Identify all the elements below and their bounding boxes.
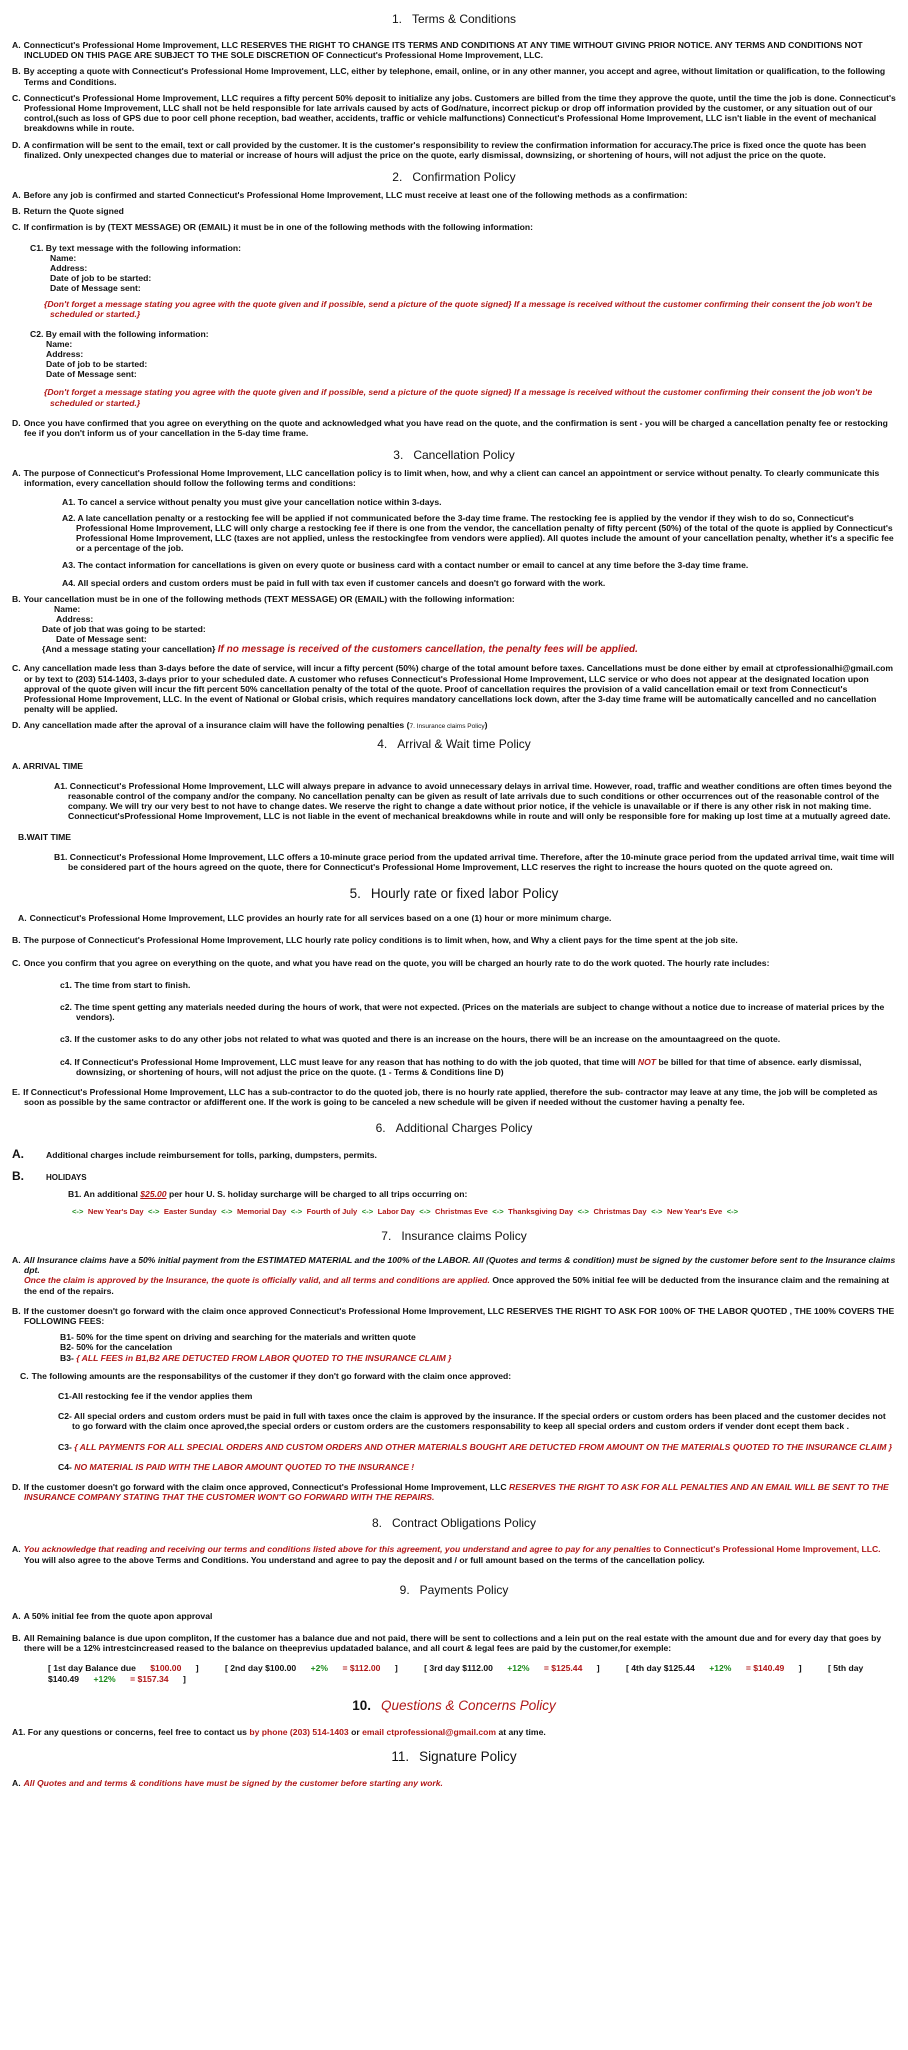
s7-c3: C3- { ALL PAYMENTS FOR ALL SPECIAL ORDERS AND CUSTOM ORDERS AND OTHER MATERIALS BOUGHT ARE DETUCTED FROM AMOUNT ON THE MATERIALS QUOTED TO THE INSURANCE CLAIM }: [58, 1441, 893, 1452]
s1-b: B. By accepting a quote with Connecticut's Professional Home Improvement, LLC, either by telephone, email, online, or in any other manner, you accept and agree, without limitation or qualification, to the following Terms and Conditions.: [12, 66, 886, 87]
holiday-easter-sunday: Easter Sunday: [163, 1206, 217, 1216]
field-date-job: Date of job to be started:: [46, 359, 148, 370]
s7-c1: C1-All restocking fee if the vendor applies them: [58, 1391, 253, 1402]
section-6-heading: 6. Additional Charges Policy: [375, 1121, 533, 1136]
holiday-christmas-day: Christmas Day: [593, 1206, 647, 1216]
holiday-new-years-day: New Year's Day: [87, 1206, 144, 1216]
s7-a: A. All Insurance claims have a 50% initial payment from the ESTIMATED MATERIAL and the 100% of the LABOR. All (Quotes and terms & condition) must be signed by the customer before sent to the Insurance claims dpt. Once the claim is approved by the Insurance, the quote is officially valid, and all terms and conditions are applied. Once approved the 50% initial fee will be deducted from the insurance claim and the remaining at the end of the repairs.: [12, 1254, 896, 1296]
pay-day-3: [ 3rd day $112.00 +12% = $125.44 ]: [424, 1663, 600, 1674]
s3-a3: A3. The contact information for cancellations is given on every quote or business card with a contact number or email to cancel at any time before the 3-day time frame.: [62, 559, 749, 570]
holiday-christmas-eve: Christmas Eve: [435, 1206, 488, 1216]
s7-b-items: [60, 1332, 896, 1363]
section-10-heading: 10. Questions & Concerns Policy: [352, 1697, 556, 1713]
s1-d: D. A confirmation will be sent to the email, text or call provided by the customer. It is the customer's responsibility to review the confirmation information for accuracy.The price is fixed once the quote has been finalized. Only unexpected changes due to material or increase of hours will adjust the price on the quote, early dismissal, downsizing, or shortening of hours, will not adjust the price on the quote.: [12, 139, 867, 160]
s2-c2: C2. By email with the following information:: [30, 329, 209, 340]
s9-b: B. All Remaining balance is due upon compliton, If the customer has a balance due and not paid, there will be sent to collections and a lein put on the real estate with the amount due and for every day that goes by there will be a 12% intrestcincreased reased to the balance on theeprevius updataded balance, and all court & legal fees are paid by the customer,for exemple:: [12, 1633, 882, 1654]
field-date-message: Date of Message sent:: [50, 282, 141, 293]
s3-b-last: {And a message stating your cancellation} If no message is received of the customers cancellation, the penalty fees will be applied.: [42, 644, 638, 656]
section-2-heading: 2. Confirmation Policy: [392, 170, 516, 185]
s7-d: D. If the customer doesn't go forward with the claim once approved, Connecticut's Professional Home Improvement, LLC RESERVES THE RIGHT TO ASK FOR ALL PENALTIES AND AN EMAIL WILL BE SENT TO THE INSURANCE COMPANY STATING THAT THE CUSTOMER WON'T GO FORWARD WITH THE REPAIRS.: [12, 1482, 889, 1503]
field-name: Name:: [46, 339, 73, 350]
s5-c1: c1. The time from start to finish.: [60, 979, 191, 990]
section-5-heading: 5. Hourly rate or fixed labor Policy: [349, 886, 559, 902]
field-name: Name:: [50, 252, 77, 263]
s6-b1: B1. An additional $25.00 per hour U. S. holiday surcharge will be charged to all trips occurring on:: [68, 1188, 468, 1199]
s3-b-fields: [42, 604, 896, 655]
s4-a1: A1. Connecticut's Professional Home Improvement, LLC will always prepare in advance to avoid unnecessary delays in arrival time. However, road, traffic and weather conditions are often times beyond the reasonable control of the company and/or the company. No cancellation penalty can be given as result of late arrivals due to such conditions or other occurrences out of the reasonable control of the company. We will try our very best to not have to change dates. We reserve the right to change a date without prior notice, if the vehicle is unavailable or if there is any other risk in not making time. Connecticut'sProfessional Home Improvement, LLC is not liable in the event of mechanical breakdowns while in route and will only be responsible fore for making up lost time at a mutually agreed date.: [54, 780, 892, 822]
s7-b1: B1- 50% for the time spent on driving and searching for the materials and written quote: [60, 1332, 416, 1343]
field-date-message: Date of Message sent:: [46, 369, 137, 380]
s3-a1: A1. To cancel a service without penalty you must give your cancellation notice within 3-days.: [62, 496, 442, 507]
s4-b1: B1. Connecticut's Professional Home Improvement, LLC offers a 10-minute grace period from the updated arrival time. Therefore, after the 10-minute grace period from the updated arrival time, wait time will be considered part of the hours agreed on the quote, there for Connecticut's Professional Home Improvement, LLC reserves the right to increase the hours quoted on the quote agreed on.: [54, 851, 895, 872]
s2-c1-note: {Don't forget a message stating you agree with the quote given and if possible, send a picture of the quote signed} If a message is received without the customer confirming their consent the job won't be scheduled or started.}: [44, 298, 873, 320]
s3-a2: A2. A late cancellation penalty or a restocking fee will be applied if not communicated before the 3-day time frame. The restocking fee is applied by the vendor if they wish to do so, Connecticut's Professional Home Improvement, LLC will only charge a restocking fee if there is one from the vendor, the cancellation penalty of fifty percent (50%) of the total of the quote is applied by Connecticut's Professional Home Improvement, LLC (taxes are not applied, unless the restockingfee from vendors were applied). All quotes include the amount of your cancellation penalty, whether it's a specific fee or a percentage of the job.: [62, 512, 894, 554]
field-date-job: Date of job that was going to be started:: [42, 624, 206, 635]
s2-c1: C1. By text message with the following information:: [30, 242, 242, 253]
section-9-heading: 9. Payments Policy: [399, 1582, 509, 1597]
terms-document: [0, 12, 908, 2050]
section-8-heading: 8. Contract Obligations Policy: [371, 1516, 537, 1531]
holiday-fourth-of-july: Fourth of July: [306, 1206, 358, 1216]
s5-c2: c2. The time spent getting any materials needed during the hours of work, that were not expected. (Prices on the materials are subject to change without a notice due to increase of material prices by the vendors).: [60, 1001, 885, 1023]
field-date-message: Date of Message sent:: [56, 634, 147, 645]
s8-a: A. You acknowledge that reading and receiving our terms and conditions listed above for this agreement, you understand and agree to pay for any penalties to Connecticut's Professional Home Improvement, LLC. You will also agree to the above Terms and Conditions. You understand and agree to pay the deposit and / or full amount based on the terms of the cancellation policy.: [12, 1544, 881, 1565]
s6-b: B. HOLIDAYS: [12, 1168, 87, 1183]
s5-c4: c4. If Connecticut's Professional Home Improvement, LLC must leave for any reason that has nothing to do with the job quoted, that time will NOT be billed for that time of absence. early dismissal, downsizing, or shortening of hours, will not adjust the price on the quote. (1 - Terms & Conditions line D): [60, 1056, 862, 1077]
s6-a: A. Additional charges include reimbursement for tolls, parking, dumpsters, permits.: [12, 1147, 377, 1162]
pay-day-1: [ 1st day Balance due $100.00 ]: [48, 1663, 199, 1674]
s7-c2: C2- All special orders and custom orders must be paid in full with taxes once the claim is approved by the insurance. If the special orders or custom orders has been placed and the customer decides not to go forward with the claim once aproved,the special orders or custom orders are the customers responsability to keep all special orders and custom orders if vender dont ecept them back .: [58, 1411, 886, 1432]
s3-a4: A4. All special orders and custom orders must be paid in full with tax even if customer cancels and doesn't go forward with the work.: [62, 577, 606, 588]
s3-b: B. Your cancellation must be in one of the following methods (TEXT MESSAGE) OR (EMAIL) with the following information:: [12, 594, 515, 605]
s7-b3: B3- { ALL FEES in B1,B2 ARE DETUCTED FROM LABOR QUOTED TO THE INSURANCE CLAIM }: [60, 1352, 452, 1363]
s3-c: C. Any cancellation made less than 3-days before the date of service, will incur a fifty percent (50%) charge of the total amount before taxes. Cancellations must be done either by email at ctprofessionalhi@gmail.com or by text to (203) 514-1403, 3-days prior to your scheduled date. A customer who refuses Connecticut's Professional Home Improvement, LLC service or who does not appear at the designated location upon approval of the quote given will incur the fift percent 50% cancellation penalty of the total of the quote. Proof of cancellation requires the provision of a valid cancellation email or text from Connecticut's Professional Home Improvement, LLC. In the event of National or Global crisis, which requires mandatory cancellations lock down, after the 3-day time frame will be automatically cancelled and no cancellation penalty will be applied.: [12, 663, 894, 715]
field-address: Address:: [56, 614, 94, 625]
field-date-job: Date of job to be started:: [50, 272, 152, 283]
section-3-heading: 3. Cancellation Policy: [393, 448, 515, 463]
s7-c4: C4- NO MATERIAL IS PAID WITH THE LABOR AMOUNT QUOTED TO THE INSURANCE !: [58, 1461, 415, 1472]
s4-a: A. ARRIVAL TIME: [12, 760, 83, 771]
holiday-thanksgiving-day: Thanksgiving Day: [508, 1206, 574, 1216]
holiday-new-years-eve: New Year's Eve: [666, 1206, 723, 1216]
s5-b: B. The purpose of Connecticut's Professional Home Improvement, LLC hourly rate policy conditions is to limit when, how, and Why a client pays for the time spent at the job site.: [12, 935, 738, 946]
s1-a: A. Connecticut's Professional Home Improvement, LLC RESERVES THE RIGHT TO CHANGE ITS TERMS AND CONDITIONS AT ANY TIME WITHOUT GIVING PRIOR NOTICE. ANY TERMS AND CONDITIONS NOT INCLUDED ON THIS PAGE ARE SUBJECT TO THE SOLE DISCRETION OF Connecticut's Professional Home Improvement, LLC.: [12, 40, 863, 61]
holiday-memorial-day: Memorial Day: [236, 1206, 287, 1216]
s7-b2: B2- 50% for the cancelation: [60, 1342, 173, 1353]
s5-c3: c3. If the customer asks to do any other jobs not related to what was quoted and there is an increase on the hours, there will be an increase on the amountaagreed on the quote.: [60, 1034, 781, 1045]
s7-c: C. The following amounts are the responsabilitys of the customer if they don't go forward with the claim once approved:: [20, 1370, 512, 1381]
s3-d: D. Any cancellation made after the aproval of a insurance claim will have the following penalties (7. Insurance claims Policy): [12, 720, 488, 731]
s2-a: A. Before any job is confirmed and started Connecticut's Professional Home Improvement, LLC must receive at least one of the following methods as a confirmation:: [12, 190, 688, 201]
field-address: Address:: [46, 349, 84, 360]
s2-c2-fields: [46, 339, 896, 379]
s2-c2-note: {Don't forget a message stating you agree with the quote given and if possible, send a picture of the quote signed} If a message is received without the customer confirming their consent the job won't be scheduled or started.}: [44, 387, 873, 408]
s5-c: C. Once you confirm that you agree on everything on the quote, and what you have read on the quote, you will be charged an hourly rate to do the work quoted. The hourly rate includes:: [12, 957, 770, 968]
s10-a1: A1. For any questions or concerns, feel free to contact us by phone (203) 514-1403 or email ctprofessional@gmail.com at any time.: [12, 1726, 546, 1737]
s2-b: B. Return the Quote signed: [12, 206, 124, 217]
s11-a: A. All Quotes and and terms & conditions have must be signed by the customer before starting any work.: [12, 1778, 443, 1789]
holiday-labor-day: Labor Day: [377, 1206, 415, 1216]
s7-b: B. If the customer doesn't go forward with the claim once approved Connecticut's Professional Home Improvement, LLC RESERVES THE RIGHT TO ASK FOR 100% OF THE LABOR QUOTED , THE 100% COVERS THE FOLLOWING FEES:: [12, 1305, 895, 1326]
pay-day-4: [ 4th day $125.44 +12% = $140.49 ]: [626, 1663, 802, 1674]
s2-d: D. Once you have confirmed that you agree on everything on the quote and acknowledged what you have read on the quote, and the confirmation is sent - you will be charged a cancellation penalty fee or restocking fee if you don't inform us of your cancellation in the 5-day time frame.: [12, 417, 888, 439]
pay-day-2: [ 2nd day $100.00 +2% = $112.00 ]: [225, 1663, 398, 1674]
s3-a: A. The purpose of Connecticut's Professional Home Improvement, LLC cancellation policy is to limit when, how, and why a client can cancel an appointment or service without penalty. To clearly communicate this information, every cancellation should follow the following terms and conditions:: [12, 468, 880, 489]
s2-c: C. If confirmation is by (TEXT MESSAGE) OR (EMAIL) it must be in one of the following methods with the following information:: [12, 222, 533, 233]
section-7-heading: 7. Insurance claims Policy: [381, 1228, 527, 1243]
field-name: Name:: [54, 604, 81, 615]
section-1-heading: 1. Terms & Conditions: [391, 12, 517, 26]
s9-payment-example: [48, 1663, 896, 1683]
section-11-heading: 11. Signature Policy: [391, 1749, 517, 1765]
s2-c1-fields: [50, 253, 896, 293]
pay-day-5: [ 5th day $140.49 +12% = $157.34 ]: [48, 1663, 864, 1684]
s9-a: A. A 50% initial fee from the quote apon approval: [12, 1610, 213, 1621]
s4-b: B.WAIT TIME: [18, 831, 71, 842]
s5-a: A. Connecticut's Professional Home Improvement, LLC provides an hourly rate for all services based on a one (1) hour or more minimum charge.: [18, 913, 612, 924]
s1-c: C. Connecticut's Professional Home Improvement, LLC requires a fifty percent 50% deposit to initialize any jobs. Customers are billed from the time they approve the quote, until the time the job is done. Connecticut's Professional Home Improvement, LLC shall not be held responsible for late arrivals caused by acts of God/nature, incorrect pickup or drop off information provided by the customer, or any situation out of our control,(such as loss of GPS due to poor cell phone reception, bad weather, accidents, traffic or vehicle malfunctions) Connecticut's Professional Home Improvement, LLC isn't liable in the event of mechanical breakdowns while in route.: [12, 92, 896, 134]
s6-holiday-list: <-> New Year's Day <-> Easter Sunday <-> Memorial Day <-> Fourth of July <-> Labor Day <-> Christmas Eve <-> Thanksgiving Day <-> Christmas Day <-> New Year's Eve <->: [72, 1206, 739, 1216]
s5-e: E. If Connecticut's Professional Home Improvement, LLC has a sub-contractor to do the quoted job, there is no hourly rate applied, therefore the sub- contractor may leave at any time, the job will be completed as soon as possible by the same contractor or afdifferent one. If the work is going to be canceled a new schedule will be given if needed without the customer having a penalty fee.: [12, 1086, 878, 1108]
field-address: Address:: [50, 262, 88, 273]
section-4-heading: 4. Arrival & Wait time Policy: [377, 736, 531, 751]
